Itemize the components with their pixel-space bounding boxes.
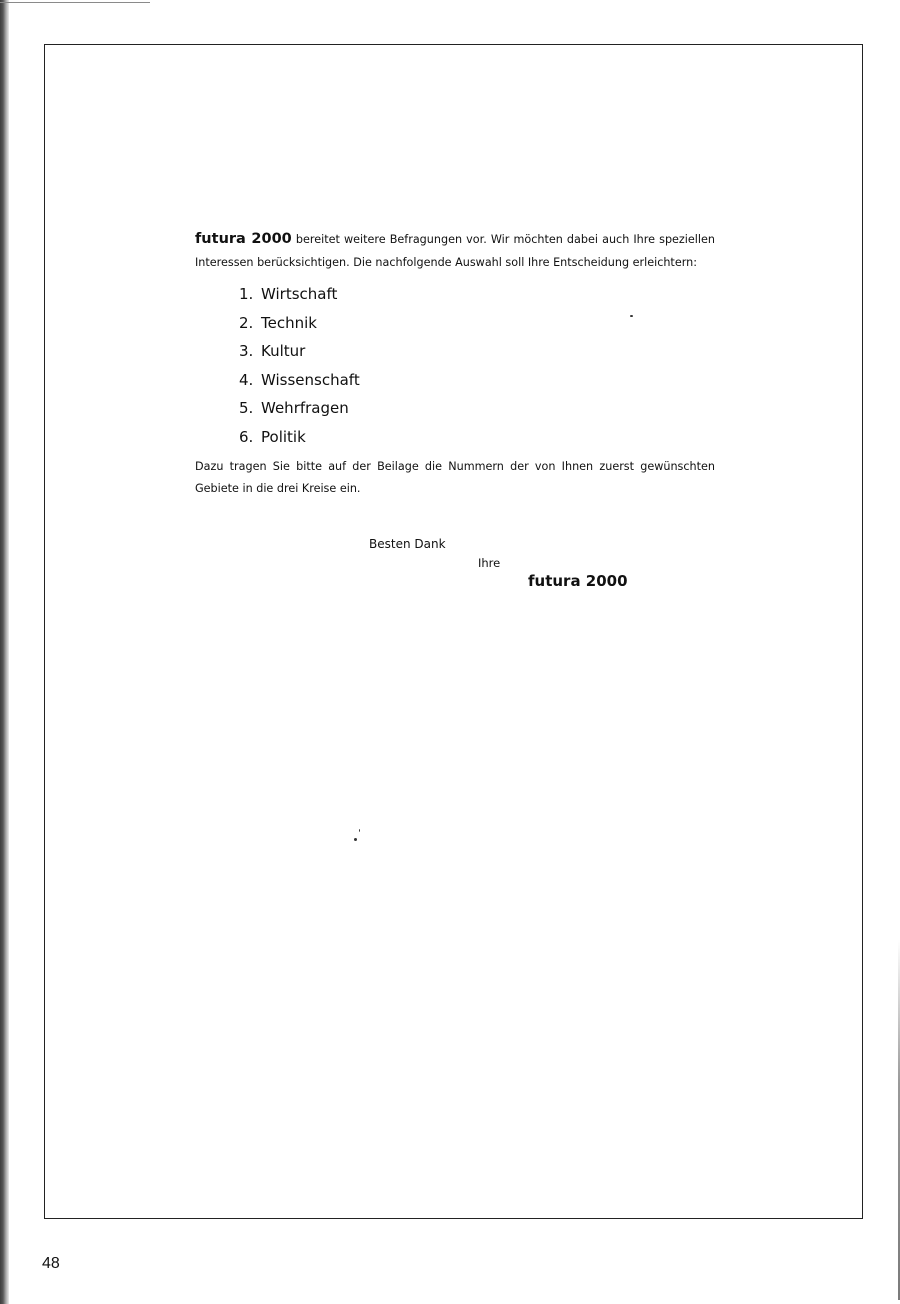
outro-paragraph: Dazu tragen Sie bitte auf der Beilage die Nummern der von Ihnen zuerst gewünschten Gebiete in die drei Kreise ein. <box>195 459 715 496</box>
topic-label: Wissenschaft <box>261 370 360 389</box>
list-item <box>239 423 715 452</box>
list-item <box>239 280 715 309</box>
topic-label: Technik <box>261 313 317 332</box>
list-item <box>239 309 715 338</box>
scan-speck <box>359 829 360 832</box>
brand-name: futura 2000 <box>195 231 292 247</box>
topic-label: Wehrfragen <box>261 399 349 418</box>
scan-speck <box>630 315 633 317</box>
topic-number: 5. <box>239 399 254 418</box>
page-frame <box>44 44 863 1219</box>
topic-label: Kultur <box>261 342 306 361</box>
scan-speck <box>354 838 357 841</box>
topic-number: 3. <box>239 342 254 361</box>
topic-number: 4. <box>239 370 254 389</box>
topic-label: Politik <box>261 427 306 446</box>
closing-signature: futura 2000 <box>528 572 628 590</box>
scan-binding-edge <box>0 0 9 1304</box>
page-number: 48 <box>42 1255 60 1272</box>
topic-number: 2. <box>239 313 254 332</box>
intro-paragraph <box>195 228 715 274</box>
topic-list <box>195 280 715 452</box>
questionnaire-text <box>195 228 715 501</box>
list-item <box>239 337 715 366</box>
closing-ihre: Ihre <box>478 556 501 570</box>
scan-top-line <box>0 2 150 3</box>
topic-number: 6. <box>239 427 254 446</box>
topic-number: 1. <box>239 285 254 303</box>
topic-label: Wirtschaft <box>261 285 338 303</box>
list-item <box>239 366 715 395</box>
closing-thanks: Besten Dank <box>369 537 446 551</box>
list-item <box>239 394 715 423</box>
intro-text: bereitet weitere Befragungen vor. Wir möchten dabei auch Ihre speziellen Interessen berücksichtigen. Die nachfolgende Auswahl soll Ihre Entscheidung erleichtern: <box>195 233 715 269</box>
